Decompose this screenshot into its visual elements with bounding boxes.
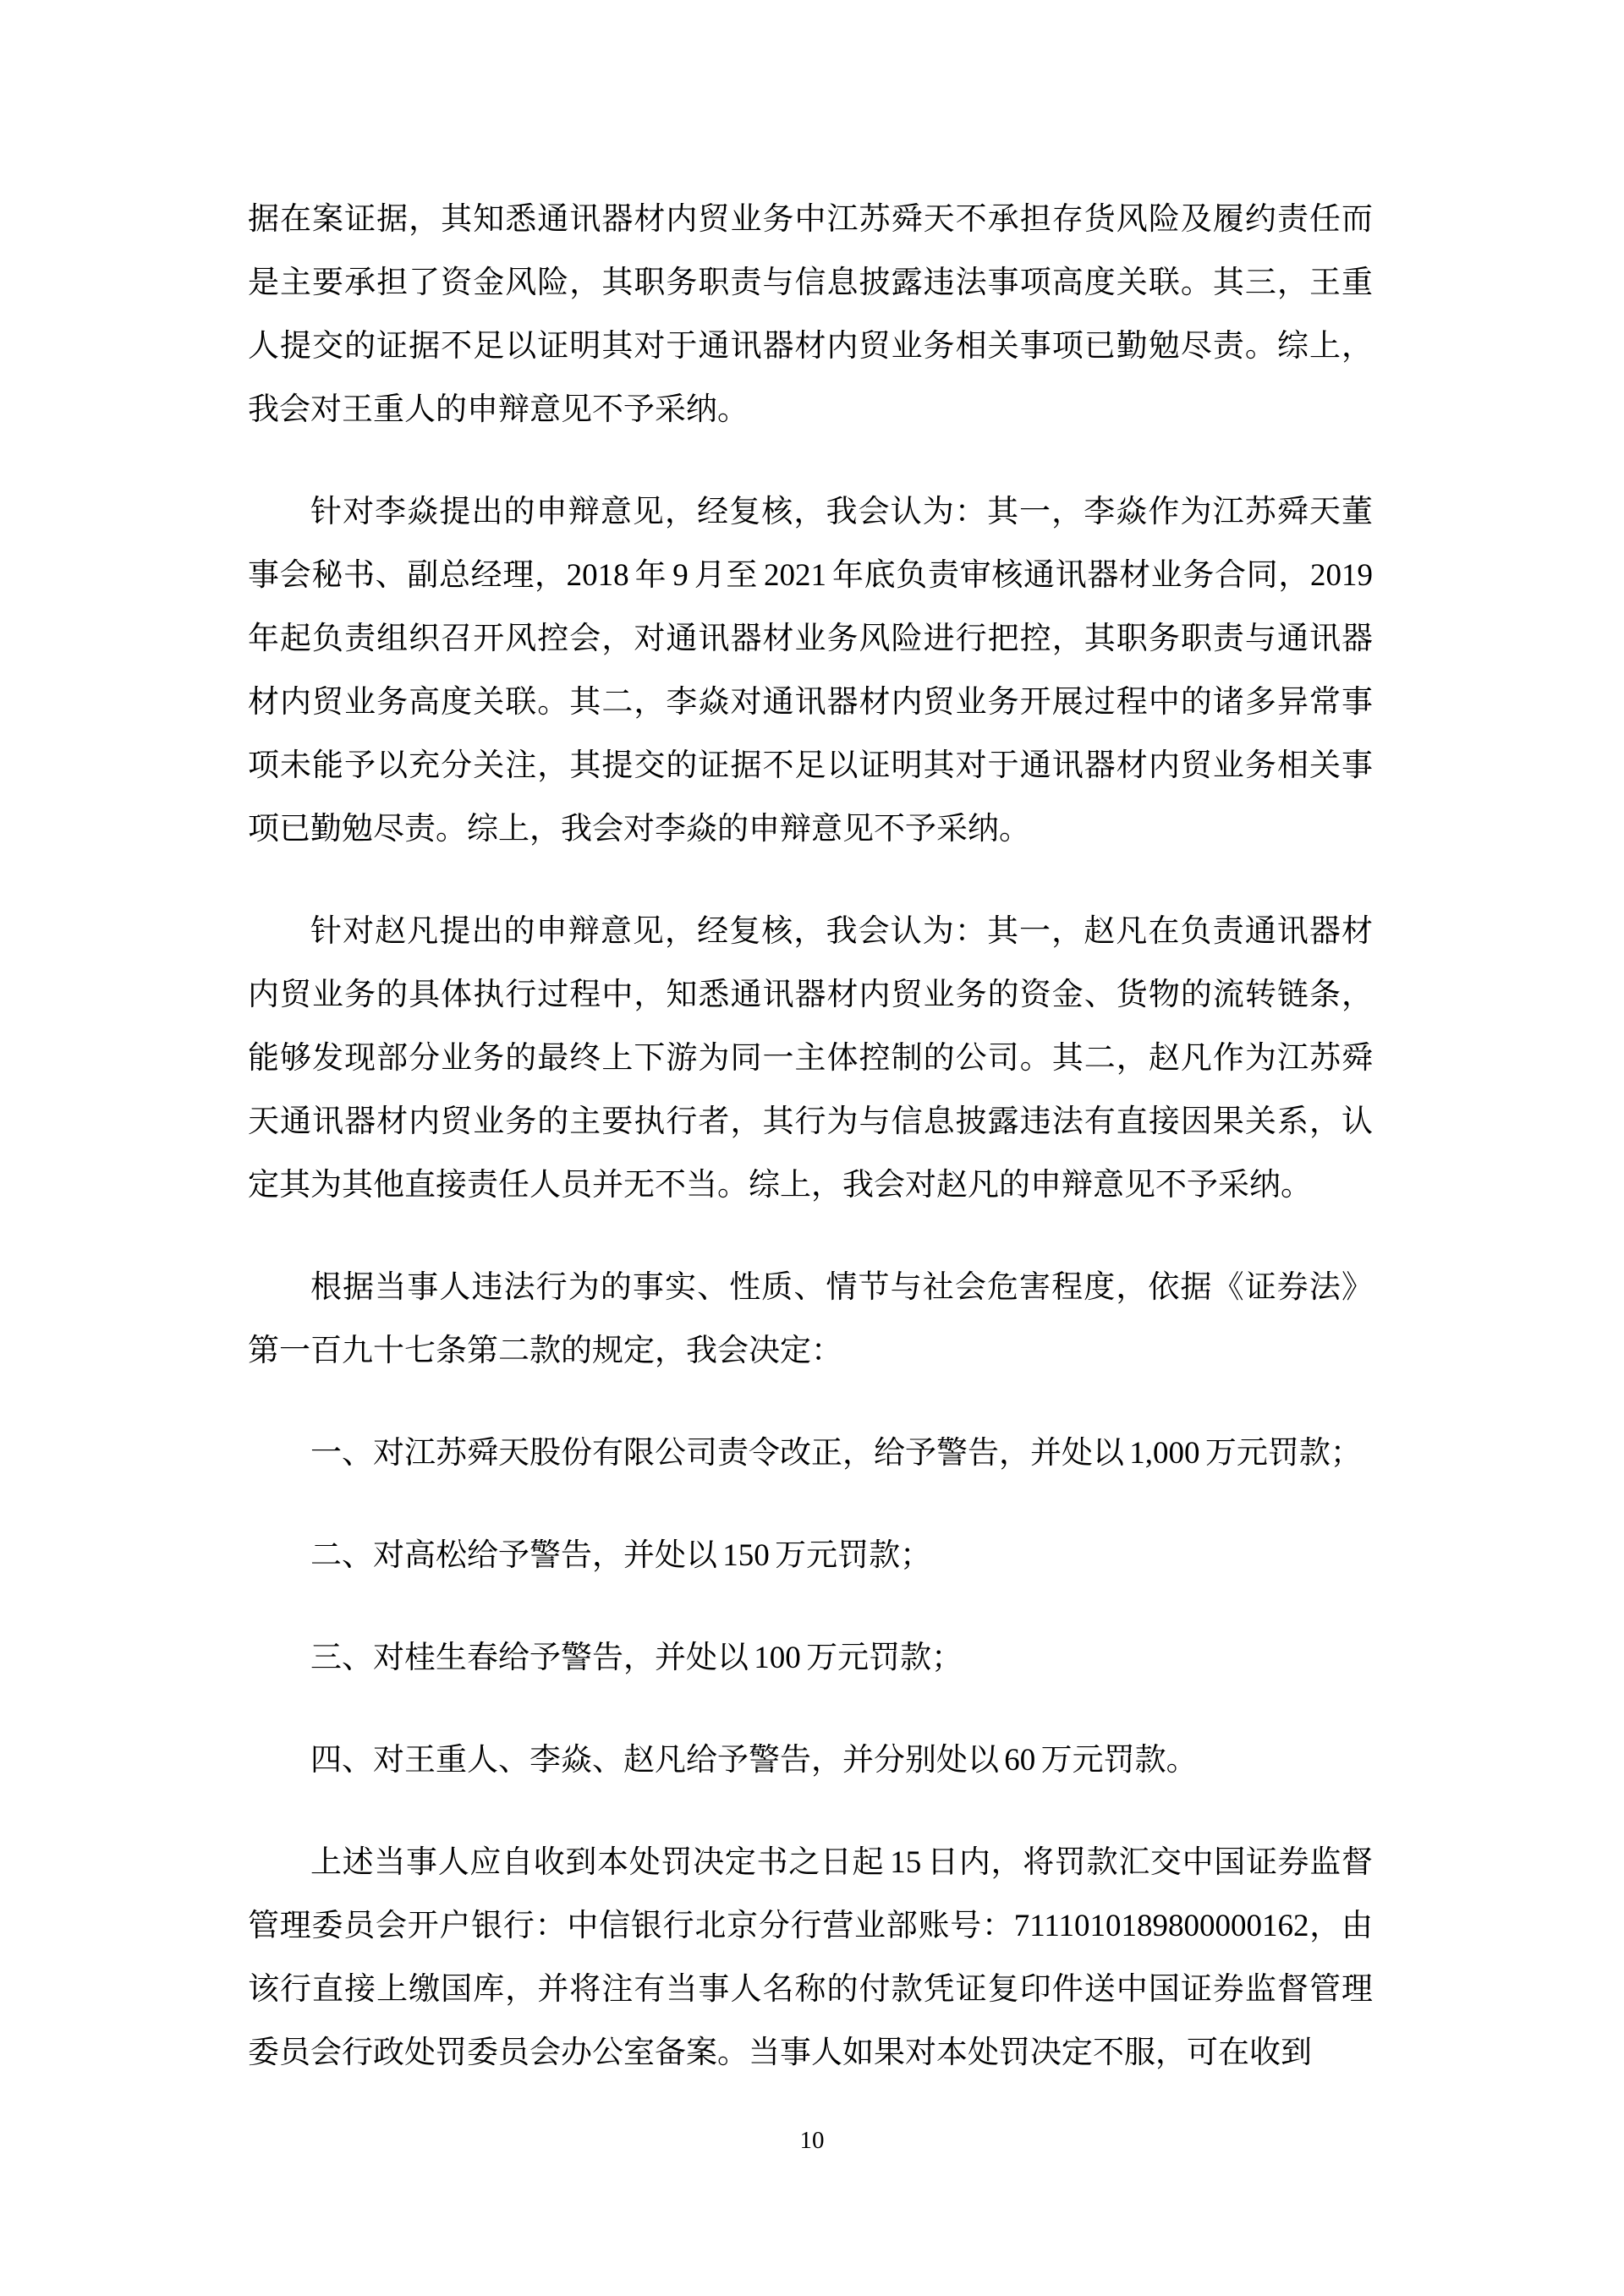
body-paragraph: 针对李焱提出的申辩意见，经复核，我会认为：其一，李焱作为江苏舜天董事会秘书、副总经理，2018 年 9 月至 2021 年底负责审核通讯器材业务合同，2019 年起负责组织召开风控会，对通讯器材业务风险进行把控，其职务职责与通讯器材内贸业务高度关联。其二，李焱对通讯器材内贸业务开展过程中的诸多异常事项未能予以充分关注，其提交的证据不足以证明其对于通讯器材内贸业务相关事项已勤勉尽责。综上，我会对李焱的申辩意见不予采纳。 [248,495,1373,847]
penalty-item-2: 二、对高松给予警告，并处以 150 万元罚款； [310,1538,932,1573]
penalty-item-3: 三、对桂生春给予警告，并处以 100 万元罚款； [310,1641,963,1675]
body-paragraph: 上述当事人应自收到本处罚决定书之日起 15 日内，将罚款汇交中国证券监督管理委员会开户银行：中信银行北京分行营业部账号：7111010189800000162，由该行直接上缴国库，并将注有当事人名称的付款凭证复印件送中国证券监督管理委员会行政处罚委员会办公室备案。当事人如果对本处罚决定不服，可在收到 [248,1845,1373,2070]
body-paragraph: 根据当事人违法行为的事实、性质、情节与社会危害程度，依据《证券法》第一百九十七条第二款的规定，我会决定： [248,1270,1373,1368]
body-paragraph: 据在案证据，其知悉通讯器材内贸业务中江苏舜天不承担存货风险及履约责任而是主要承担了资金风险，其职务职责与信息披露违法事项高度关联。其三，王重人提交的证据不足以证明其对于通讯器材内贸业务相关事项已勤勉尽责。综上，我会对王重人的申辩意见不予采纳。 [248,202,1373,427]
body-paragraph: 针对赵凡提出的申辩意见，经复核，我会认为：其一，赵凡在负责通讯器材内贸业务的具体执行过程中，知悉通讯器材内贸业务的资金、货物的流转链条，能够发现部分业务的最终上下游为同一主体控制的公司。其二，赵凡作为江苏舜天通讯器材内贸业务的主要执行者，其行为与信息披露违法有直接因果关系，认定其为其他直接责任人员并无不当。综上，我会对赵凡的申辩意见不予采纳。 [248,914,1373,1203]
page-number: 10 [799,2127,825,2154]
penalty-item-4: 四、对王重人、李焱、赵凡给予警告，并分别处以 60 万元罚款。 [310,1743,1198,1778]
page-body-text [248,188,1373,2085]
penalty-item-1: 一、对江苏舜天股份有限公司责令改正，给予警告，并处以 1,000 万元罚款； [310,1436,1362,1471]
